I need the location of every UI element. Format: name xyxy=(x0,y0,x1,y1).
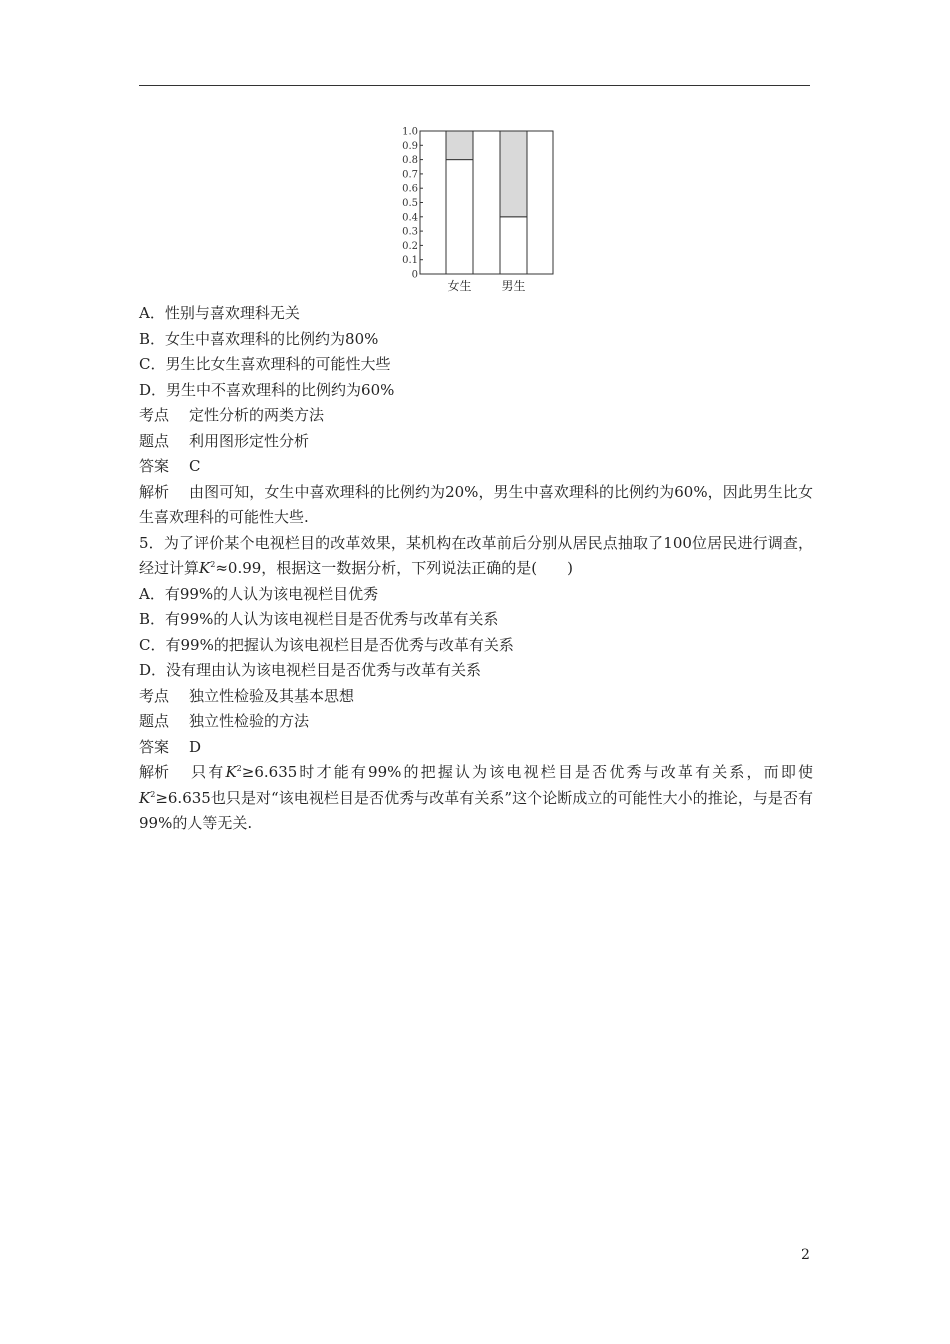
k-symbol: K xyxy=(225,763,237,781)
x-tick-label: 男生 xyxy=(501,279,526,293)
q5-kaodian xyxy=(139,684,813,710)
q5-jiexi xyxy=(139,760,813,837)
tidian-label: 题点 xyxy=(139,712,170,730)
q4-option-a: A．性别与喜欢理科无关 xyxy=(139,304,300,322)
q5-stem-b: ≈0.99，根据这一数据分析，下列说法正确的是( ) xyxy=(215,559,574,577)
answer-text: D xyxy=(189,737,202,756)
x-tick-labels xyxy=(447,278,525,293)
q4-kaodian xyxy=(139,403,813,429)
bar-segment xyxy=(500,217,527,274)
x-tick-label: 女生 xyxy=(447,279,472,293)
q5-stem-a: 5．为了评价某个电视栏目的改革效果，某机构在改革前后分别从居民点抽取了100位居民进行调查，经过计算 xyxy=(139,533,813,577)
jiexi-a: 只有 xyxy=(189,763,226,781)
q5-option-b: B．有99%的人认为该电视栏目是否优秀与改革有关系 xyxy=(139,610,499,628)
y-tick-label: 0.9 xyxy=(402,140,418,152)
tidian-text: 独立性检验的方法 xyxy=(189,712,310,730)
answer-label: 答案 xyxy=(139,737,170,756)
q5-option-a: A．有99%的人认为该电视栏目优秀 xyxy=(139,584,379,603)
q4-answer xyxy=(139,454,813,480)
page-number: 2 xyxy=(801,1247,810,1263)
stacked-bar-chart xyxy=(392,126,567,298)
answer-text: C xyxy=(189,457,201,475)
q5-stem xyxy=(139,531,813,582)
q4-option-b: B．女生中喜欢理科的比例约为80% xyxy=(139,329,379,348)
y-tick-label: 0 xyxy=(411,269,418,281)
kaodian-label: 考点 xyxy=(139,406,170,424)
kaodian-text: 独立性检验及其基本思想 xyxy=(189,686,355,705)
q4-tidian xyxy=(139,429,813,455)
y-tick-label: 0.4 xyxy=(402,212,418,224)
q5-tidian xyxy=(139,709,813,735)
q4-jiexi xyxy=(139,480,813,531)
jiexi-label: 解析 xyxy=(139,763,170,781)
y-tick-label: 1.0 xyxy=(402,126,418,138)
jiexi-c: ≥6.635也只是对“该电视栏目是否优秀与改革有关系”这个论断成立的可能性大小的推论，与是否有99%的人等无关. xyxy=(139,788,813,832)
header-rule xyxy=(139,85,810,86)
k-exponent: 2 xyxy=(150,789,156,799)
q5-option-c: C．有99%的把握认为该电视栏目是否优秀与改革有关系 xyxy=(139,635,514,654)
y-tick-label: 0.7 xyxy=(402,169,418,181)
k-exponent: 2 xyxy=(236,764,242,773)
tidian-text: 利用图形定性分析 xyxy=(189,431,310,450)
k-symbol: K xyxy=(199,559,211,577)
y-tick-label: 0.8 xyxy=(402,155,418,167)
q4-option-c: C．男生比女生喜欢理科的可能性大些 xyxy=(139,355,391,373)
y-tick-label: 0.5 xyxy=(402,198,418,209)
bar-segment xyxy=(446,160,473,274)
answer-label: 答案 xyxy=(139,457,170,475)
y-tick-label: 0.1 xyxy=(402,255,418,267)
jiexi-label: 解析 xyxy=(139,482,170,501)
y-tick-label: 0.2 xyxy=(402,240,418,252)
q4-option-d: D．男生中不喜欢理科的比例约为60% xyxy=(139,380,395,399)
chart-bars xyxy=(446,131,527,274)
tidian-label: 题点 xyxy=(139,431,170,450)
jiexi-text: 由图可知，女生中喜欢理科的比例约为20%，男生中喜欢理科的比例约为60%，因此男生比女生喜欢理科的可能性大些. xyxy=(139,482,813,526)
question-content xyxy=(139,301,813,837)
k-exponent: 2 xyxy=(210,560,216,569)
kaodian-label: 考点 xyxy=(139,686,170,705)
bar-segment xyxy=(446,131,473,160)
plot-frame xyxy=(420,131,553,274)
q5-option-d: D．没有理由认为该电视栏目是否优秀与改革有关系 xyxy=(139,661,482,679)
chart-axes xyxy=(420,131,553,274)
jiexi-b: ≥6.635时才能有99%的把握认为该电视栏目是否优秀与改革有关系，而即使 xyxy=(241,763,813,781)
y-tick-label: 0.3 xyxy=(402,226,418,238)
q5-answer xyxy=(139,735,813,761)
y-tick-label: 0.6 xyxy=(402,183,418,195)
kaodian-text: 定性分析的两类方法 xyxy=(189,406,325,424)
bar-segment xyxy=(500,131,527,217)
k-symbol: K xyxy=(139,788,151,807)
